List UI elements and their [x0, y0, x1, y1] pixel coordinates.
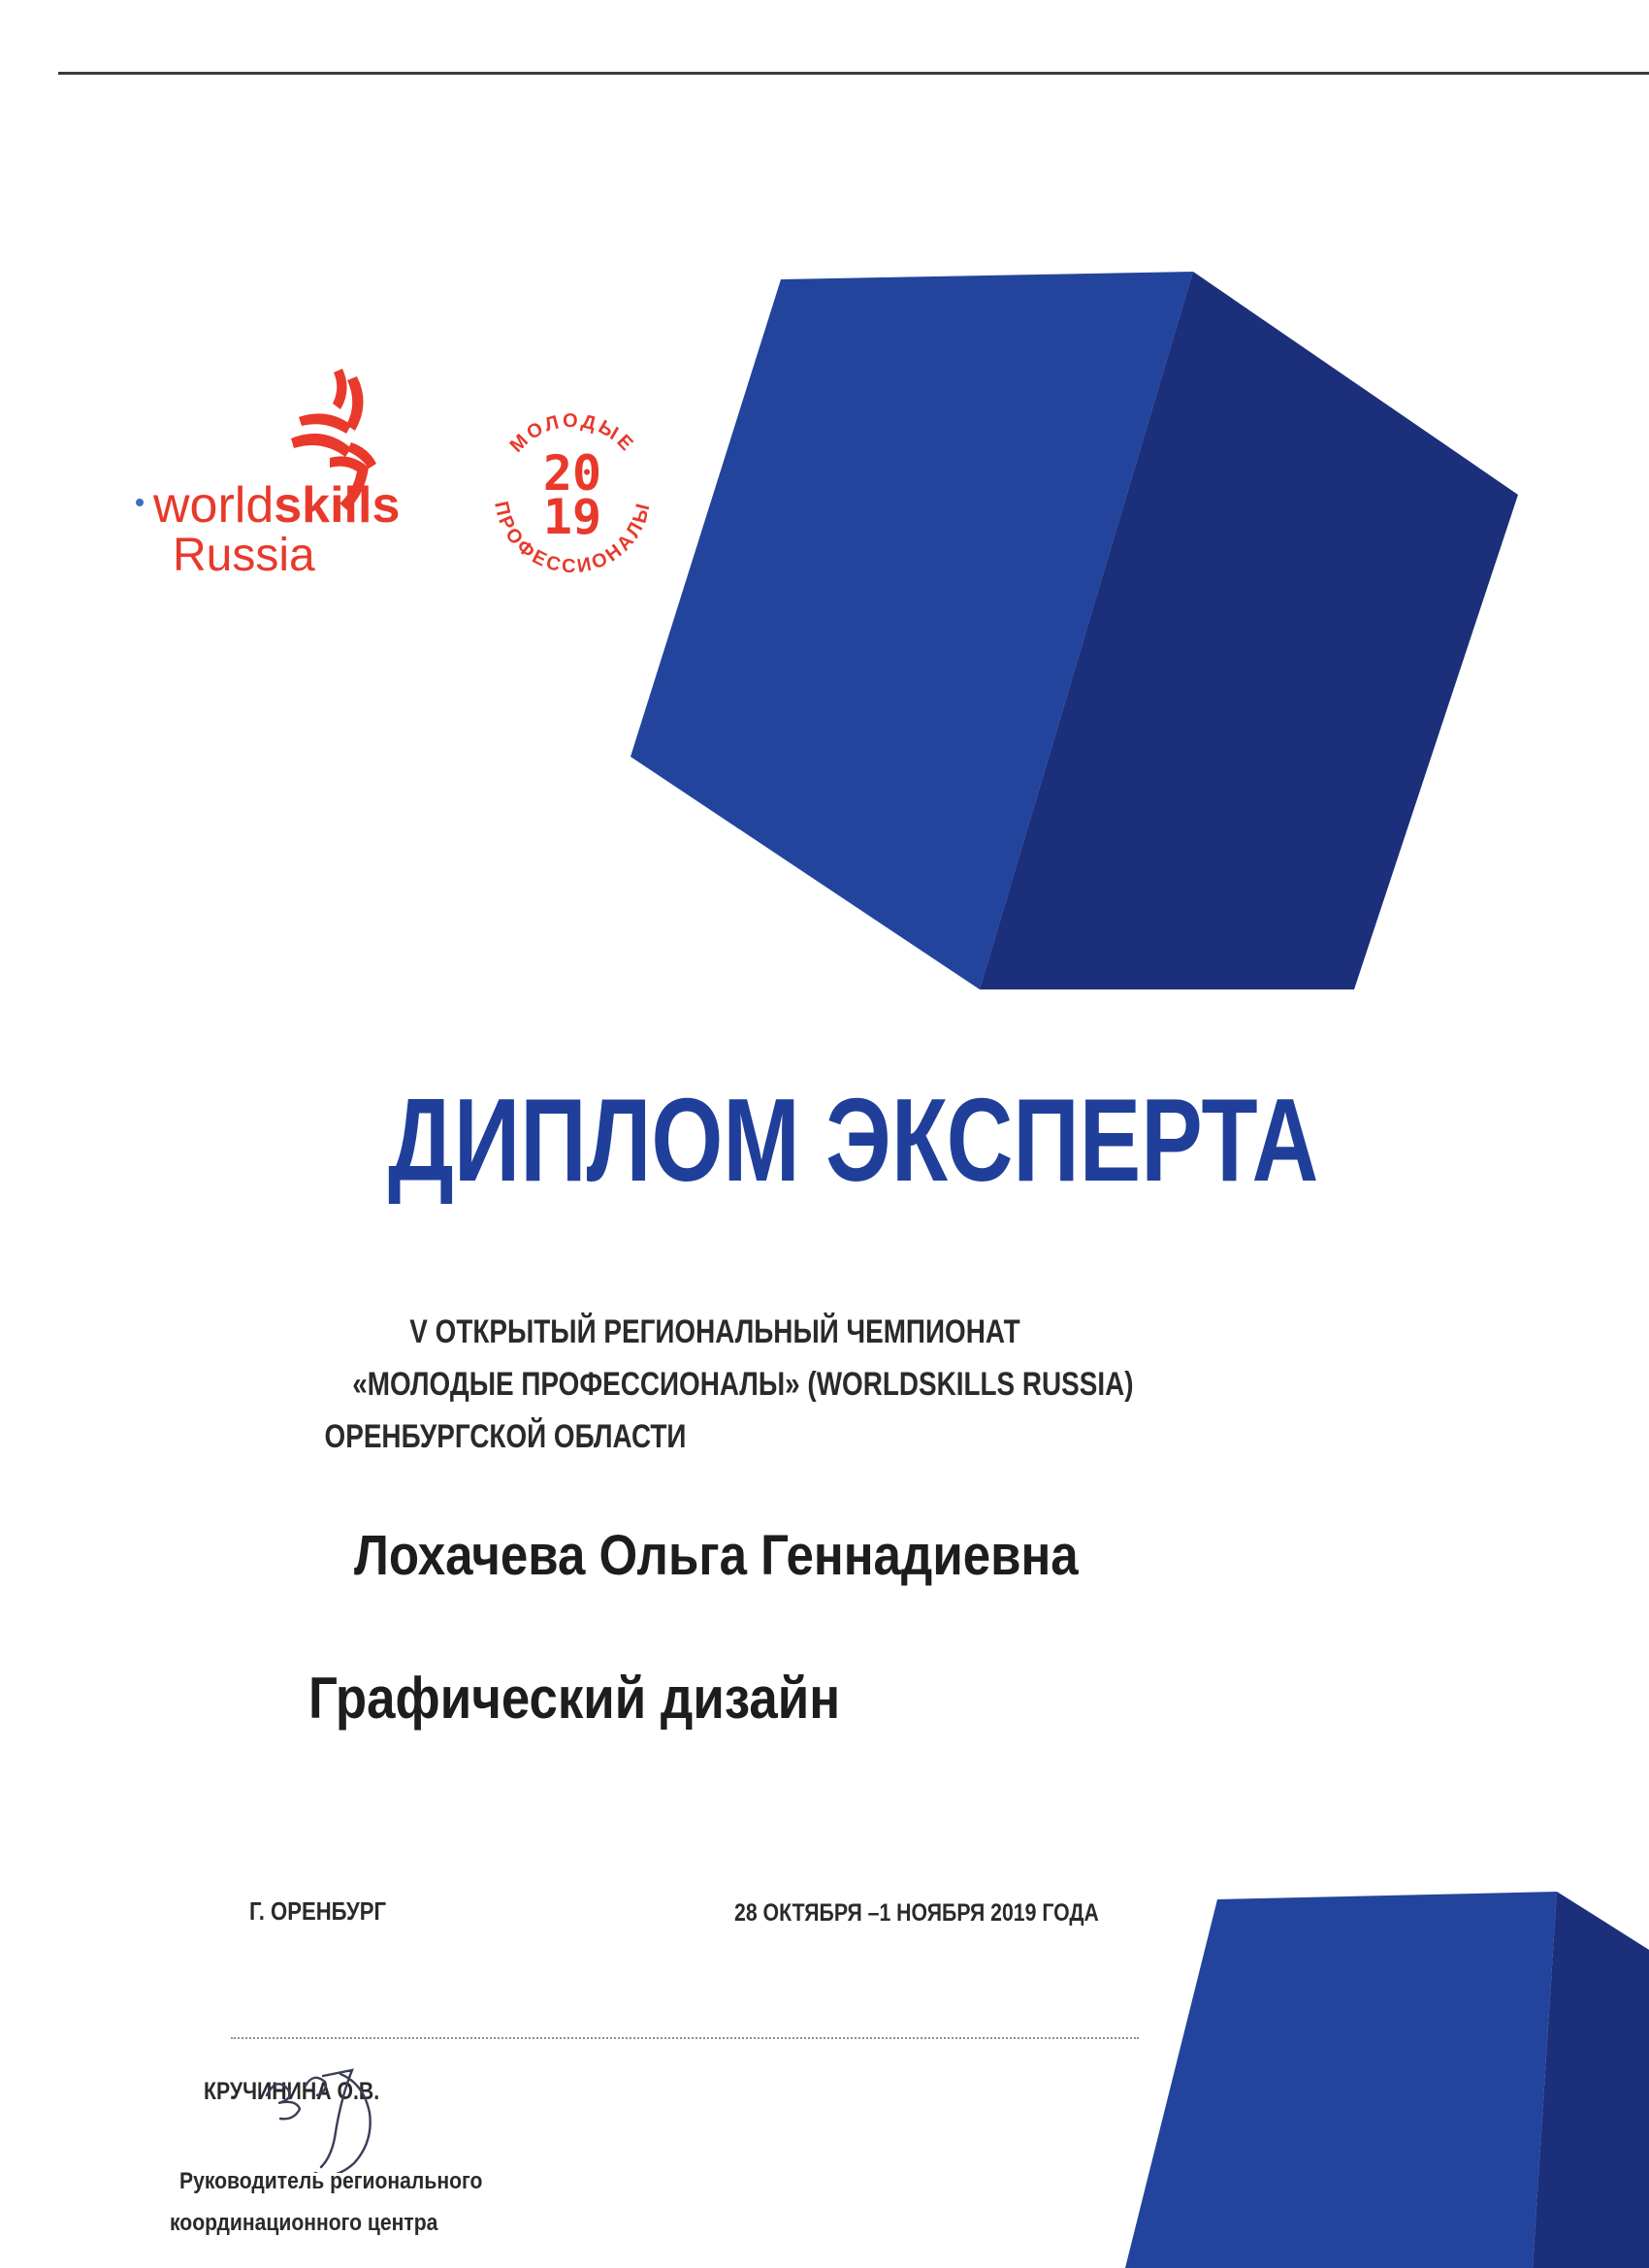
event-dates: 28 ОКТЯБРЯ –1 НОЯБРЯ 2019 ГОДА — [734, 1899, 1099, 1927]
signature-divider — [231, 2037, 1139, 2039]
event-line-3: ОРЕНБУРГСКОЙ ОБЛАСТИ — [324, 1418, 687, 1455]
worldskills-russia-logo — [126, 349, 456, 582]
logo-dot-icon — [136, 499, 144, 506]
signer-role-line-1: Руководитель регионального — [179, 2168, 483, 2194]
decorative-cube-large — [630, 272, 1523, 999]
svg-text:worldskills — [152, 477, 400, 534]
signer-name: КРУЧИНИНА О.В. — [204, 2078, 380, 2105]
seal-year-top: 20 — [542, 445, 602, 502]
logo-text-russia: Russia — [173, 530, 315, 581]
decorative-cube-small — [1125, 1892, 1649, 2268]
seal-text-bottom: ПРОФЕССИОНАЛЫ — [490, 499, 656, 578]
handwritten-signature — [247, 2057, 393, 2173]
event-city: Г. ОРЕНБУРГ — [249, 1896, 387, 1926]
signer-role-line-2: координационного центра — [170, 2210, 438, 2236]
seal-text-top: МОЛОДЫЕ — [505, 409, 639, 457]
cube-small-front-face — [1125, 1892, 1557, 2268]
page-border-line — [58, 72, 1649, 75]
molodye-professionaly-2019-logo — [466, 388, 679, 601]
logo-text-skills: skills — [274, 477, 401, 534]
event-line-2: «МОЛОДЫЕ ПРОФЕССИОНАЛЫ» (WORLDSKILLS RUSSIA) — [352, 1366, 1134, 1403]
diploma-title: ДИПЛОМ ЭКСПЕРТА — [388, 1074, 1319, 1206]
seal-year-bottom: 19 — [542, 489, 602, 545]
logo-text-world: world — [153, 477, 275, 534]
event-line-1: V ОТКРЫТЫЙ РЕГИОНАЛЬНЫЙ ЧЕМПИОНАТ — [409, 1313, 1020, 1350]
competence-name: Графический дизайн — [308, 1666, 841, 1731]
recipient-name: Лохачева Ольга Геннадиевна — [354, 1524, 1079, 1587]
